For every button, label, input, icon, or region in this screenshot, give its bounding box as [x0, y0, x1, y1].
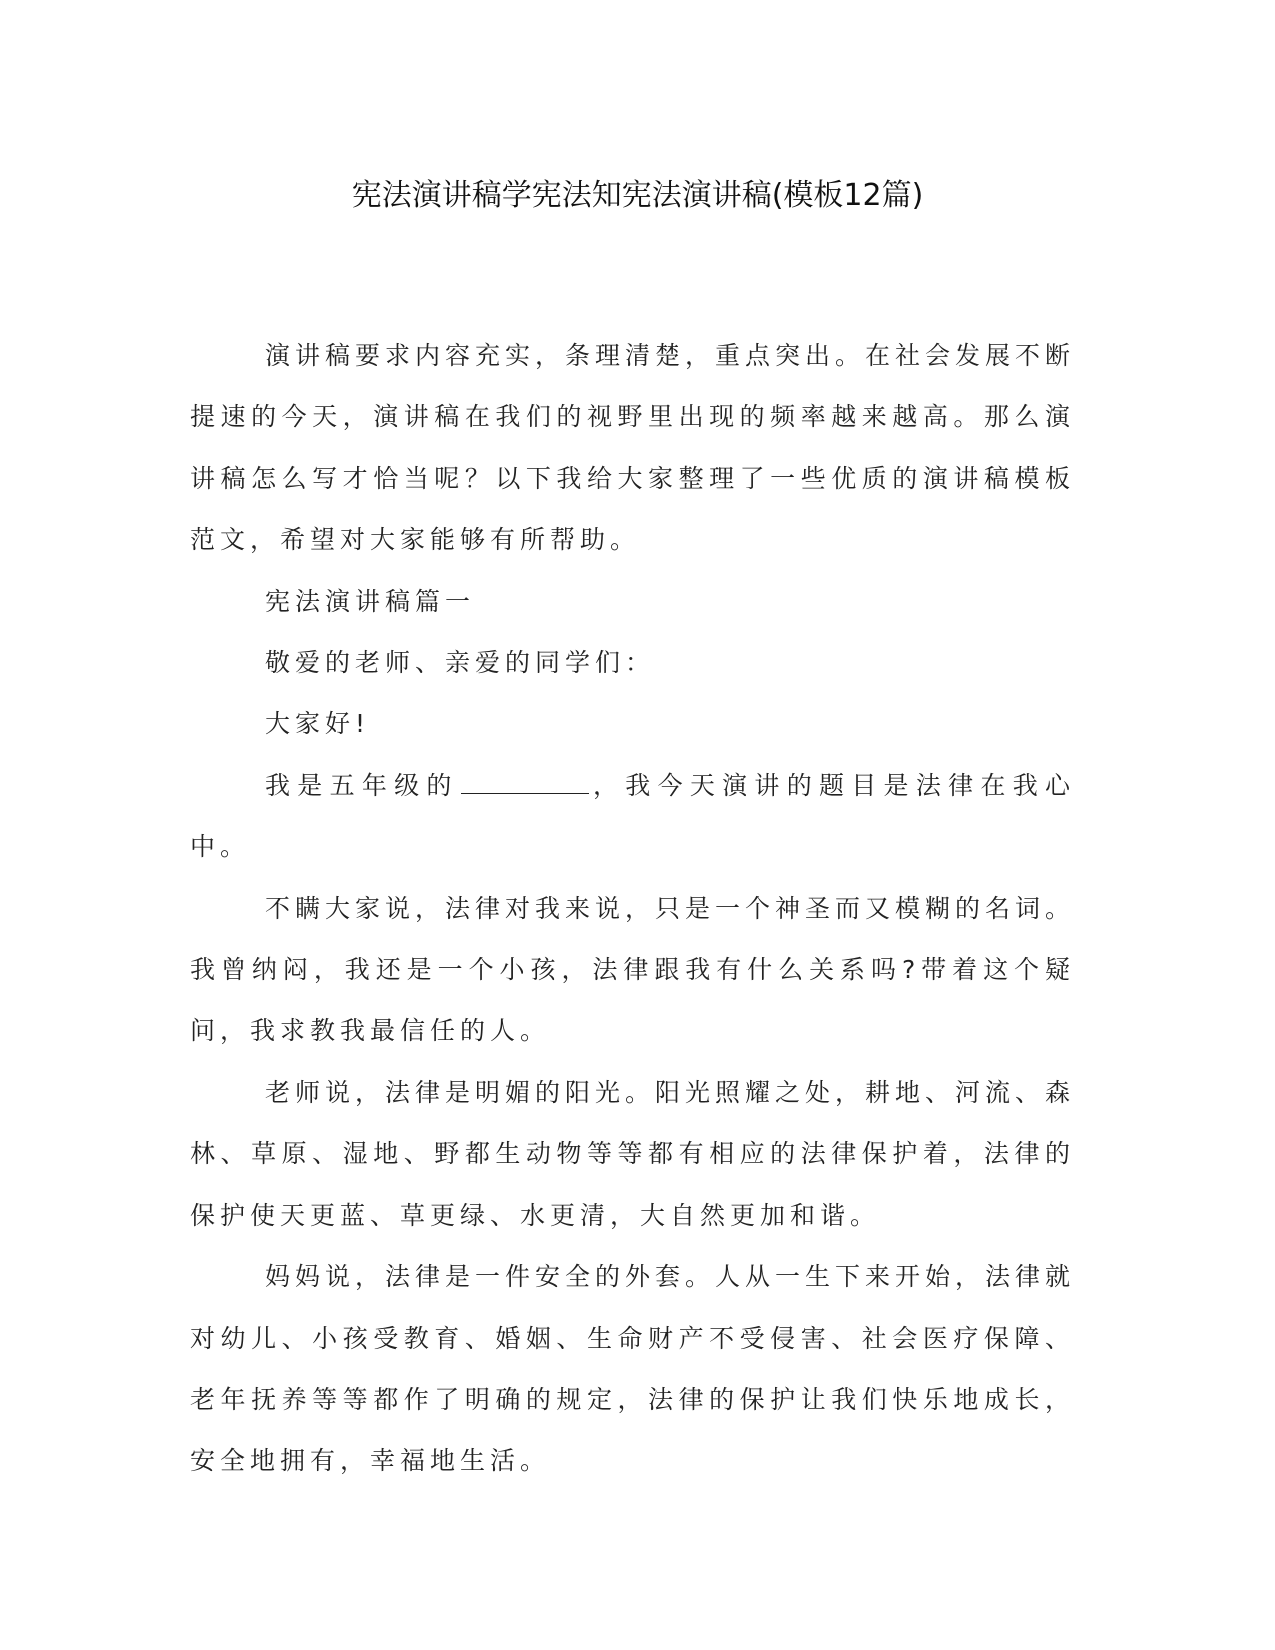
body-paragraph: 不瞒大家说，法律对我来说，只是一个神圣而又模糊的名词。我曾纳闷，我还是一个小孩，法律跟我有什么关系吗?带着这个疑问，我求教我最信任的人。: [190, 893, 1076, 1046]
intro-paragraph: 演讲稿要求内容充实，条理清楚，重点突出。在社会发展不断提速的今天，演讲稿在我们的视野里出现的频率越来越高。那么演讲稿怎么写才恰当呢？以下我给大家整理了一些优质的演讲稿模板范文，希望对大家能够有所帮助。: [190, 341, 1076, 555]
self-introduction-end: ，我今天演讲的题目是法律在我心中。: [190, 770, 1075, 862]
body-paragraph: 妈妈说，法律是一件安全的外套。人从一生下来开始，法律就对幼儿、小孩受教育、婚姻、生命财产不受侵害、社会医疗保障、老年抚养等等都作了明确的规定，法律的保护让我们快乐地成长，安全地拥有，幸福地生活。: [190, 1262, 1076, 1476]
body-paragraph: 老师说，法律是明媚的阳光。阳光照耀之处，耕地、河流、森林、草原、湿地、野都生动物等等都有相应的法律保护着，法律的保护使天更蓝、草更绿、水更清，大自然更加和谐。: [190, 1077, 1076, 1230]
greeting: 大家好!: [265, 709, 371, 739]
self-introduction: [190, 755, 1075, 878]
document-body: [190, 325, 1075, 1492]
name-blank: [461, 771, 589, 794]
document-title: 宪法演讲稿学宪法知宪法演讲稿(模板12篇): [351, 178, 924, 213]
self-introduction-start: 我是五年级的: [265, 770, 459, 800]
section-heading: 宪法演讲稿篇一: [265, 586, 476, 616]
salutation: 敬爱的老师、亲爱的同学们：: [265, 648, 656, 678]
